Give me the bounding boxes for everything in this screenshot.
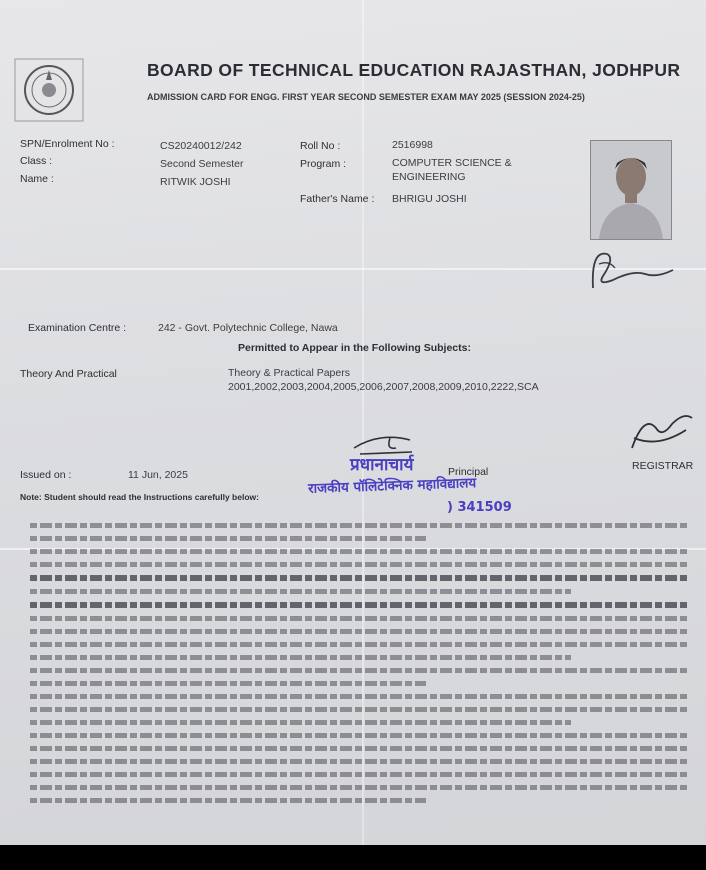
name-label: Name : [20,173,54,185]
instruction-line [30,562,690,567]
class-label: Class : [20,155,53,167]
stamp-line-3: ) 341509 [447,500,512,515]
instruction-line [30,733,690,738]
instruction-line [30,642,690,647]
instruction-line [30,720,571,725]
papers-list: 2001,2002,2003,2004,2005,2006,2007,2008,2009,2010,2222,SCA [228,381,539,393]
instruction-line [30,772,690,777]
instructions-note: Note: Student should read the Instructions carefully below: [20,492,259,502]
instruction-line [30,536,426,541]
enrolment-value: CS20240012/242 [160,140,242,152]
instruction-line [30,694,690,699]
stamp-line-1: प्रधानाचार्य [350,455,414,475]
instruction-line [30,668,690,673]
board-title: BOARD OF TECHNICAL EDUCATION RAJASTHAN, JODHPUR [147,60,681,80]
permitted-heading: Permitted to Appear in the Following Subjects: [238,342,471,354]
centre-label: Examination Centre : [28,322,127,334]
instruction-line [30,589,571,594]
program-label: Program : [300,158,347,170]
exam-type-label: Theory And Practical [20,368,117,380]
issued-label: Issued on : [20,469,72,481]
instruction-line [30,746,690,751]
class-value: Second Semester [160,158,244,170]
program-value-1: COMPUTER SCIENCE & [392,157,512,169]
program-value-2: ENGINEERING [392,171,466,183]
instructions-block [30,515,690,803]
student-signature-icon [585,240,680,300]
registrar-label: REGISTRAR [632,460,694,472]
roll-label: Roll No : [300,140,341,152]
card-subtitle: ADMISSION CARD FOR ENGG. FIRST YEAR SECOND SEMESTER EXAM MAY 2025 (SESSION 2024-25) [147,92,585,102]
instruction-line [30,707,690,712]
issued-value: 11 Jun, 2025 [128,469,188,481]
instruction-line [30,655,571,660]
registrar-signature-icon [626,408,696,456]
instruction-line [30,523,690,528]
father-value: BHRIGU JOSHI [392,193,467,205]
student-photo [590,140,672,240]
instruction-line [30,785,690,790]
board-seal-icon [14,58,84,122]
name-value: RITWIK JOSHI [160,176,231,188]
instruction-line [30,602,690,608]
enrolment-label: SPN/Enrolment No : [20,138,115,150]
instruction-line [30,575,690,581]
instruction-line [30,616,690,621]
stamp-line-2: राजकीय पॉलिटेक्निक महाविद्यालय [307,475,477,497]
roll-value: 2516998 [392,139,433,151]
instruction-line [30,759,690,764]
instruction-line [30,549,690,554]
principal-label: Principal [448,466,489,478]
centre-value: 242 - Govt. Polytechnic College, Nawa [158,322,338,334]
papers-title: Theory & Practical Papers [228,367,350,379]
instruction-line [30,798,426,803]
instruction-line [30,681,426,686]
instruction-line [30,629,690,634]
father-label: Father's Name : [300,193,375,205]
